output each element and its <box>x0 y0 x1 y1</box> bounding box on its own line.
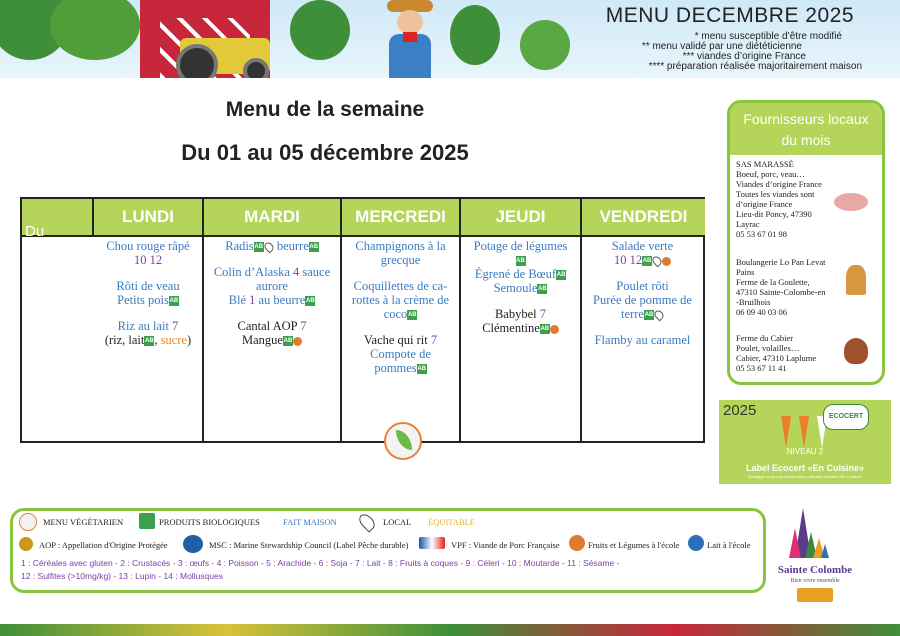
legend-organic: PRODUITS BIOLOGIQUES <box>159 517 260 527</box>
organic-icon: AB <box>309 244 319 251</box>
header-banner <box>0 0 900 78</box>
supplier-line: 05 53 67 11 41 <box>736 363 787 373</box>
menu-line <box>342 347 459 361</box>
ecocert-subtext: S'engager pour une restauration collective durable «En Cuisine» <box>747 474 863 479</box>
day-column-mardi <box>204 237 342 441</box>
hen-icon <box>844 338 868 364</box>
fruit-icon <box>550 325 559 334</box>
dish-name: Radis <box>225 239 254 253</box>
supplier-line: 06 09 40 03 06 <box>736 307 787 317</box>
supplier-line: 05 53 67 01 98 <box>736 229 787 239</box>
supplier-line: Cabier, 47310 Laplume <box>736 353 817 363</box>
dish-name: sucre <box>157 333 188 347</box>
vegetarian-icon <box>19 513 37 531</box>
supplier-line: Poulet, volailles… <box>736 343 800 353</box>
menu-line <box>582 279 703 293</box>
day-header-vendredi: VENDREDI <box>582 199 705 237</box>
spacer <box>94 267 202 279</box>
dish-name: Poulet rôti <box>616 279 669 293</box>
organic-icon: AB <box>254 244 264 251</box>
organic-icon: AB <box>540 326 550 333</box>
dish-name: Champignons à la <box>355 239 446 253</box>
date-label: 05/12 <box>25 319 63 336</box>
dish-name: Riz au lait <box>117 319 169 333</box>
dish-name: Mangue <box>242 333 283 347</box>
dish-name: Coquillettes de ca- <box>353 279 448 293</box>
ecocert-label <box>719 400 891 484</box>
suppliers-title: Fournisseurs locaux <box>743 111 869 127</box>
supplier-line: 47310 Sainte-Colombe-en <box>736 287 826 297</box>
tree-illustration <box>450 5 500 65</box>
tractor-wheel <box>176 44 218 78</box>
spacer <box>204 307 340 319</box>
dish-name: aurore <box>256 279 288 293</box>
supplier-entry <box>736 257 825 317</box>
note-1: * menu susceptible d’être modifié <box>694 31 842 42</box>
footer-strip <box>0 624 900 636</box>
ecocert-badge: ECOCERT <box>823 404 869 430</box>
dish-name: Égrené de Bœuf <box>474 267 557 281</box>
dish-name: grecque <box>380 253 421 267</box>
menu-line <box>342 239 459 253</box>
supplier-entry <box>736 159 822 239</box>
date-label: Du <box>25 223 45 240</box>
spacer <box>582 267 703 279</box>
menu-line <box>342 333 459 347</box>
organic-icon: AB <box>644 312 654 319</box>
menu-line <box>342 361 459 375</box>
organic-icon: AB <box>145 338 154 345</box>
organic-icon: AB <box>417 366 426 373</box>
day-header-lundi: LUNDI <box>94 199 204 237</box>
tractor-wheel <box>243 58 269 78</box>
supplier-line: Pains <box>736 267 755 277</box>
allergen-code: 1 <box>246 293 256 307</box>
legend-fruit: Fruits et Légumes à l'école <box>588 540 680 550</box>
menu-line <box>461 281 580 295</box>
bread-icon <box>846 265 866 295</box>
dish-name: Clémentine <box>482 321 540 335</box>
day-column-lundi <box>94 237 204 441</box>
supplier-line: -Bruilhois <box>736 297 771 307</box>
dish-name: Babybel <box>494 307 537 321</box>
supplier-line: Boulangerie Lo Pan Levat <box>736 257 826 267</box>
legend-vpf: VPF : Viande de Porc Française <box>451 540 560 550</box>
dish-name: , <box>154 333 158 347</box>
dish-name: Petits pois <box>117 293 169 307</box>
menu-line <box>461 267 580 281</box>
logo-tagline: Bien vivre ensemble <box>790 578 840 584</box>
local-suppliers-panel <box>727 100 885 385</box>
menu-line <box>94 253 202 267</box>
allergens-line-2: 12 : Sulfites (>10mg/kg) - 13 : Lupin - 14 : Mollusques <box>21 571 223 581</box>
aop-icon <box>19 537 33 551</box>
dish-name: terre <box>621 307 644 321</box>
msc-icon <box>183 535 203 553</box>
day-column-vendredi <box>582 237 703 441</box>
menu-line <box>342 279 459 293</box>
ecocert-level: NIVEAU 2 <box>786 447 824 456</box>
legend-panel <box>10 508 766 593</box>
menu-title: MENU DECEMBRE 2025 <box>605 4 854 27</box>
allergens-line-1: 1 : Céréales avec gluten - 2 : Crustacés - 3 : œufs - 4 : Poisson - 5 : Arachide - 6 : Soja - 7 : Lait - 8 : Fruits à coques - 9 : Céleri - 10 : Moutarde - 11 : Sésame - <box>21 558 620 568</box>
vpf-icon <box>419 537 445 549</box>
day-header-jeudi: JEUDI <box>461 199 582 237</box>
fruit-icon <box>293 337 302 346</box>
organic-icon: AB <box>538 286 547 293</box>
allergen-code: 7 <box>536 307 547 321</box>
menu-line <box>582 307 703 321</box>
spacer <box>342 267 459 279</box>
dish-name: (riz, lait <box>104 333 145 347</box>
supplier-line: Viandes d’origine France <box>736 179 822 189</box>
carrot-icon <box>799 416 809 448</box>
note-2: ** menu validé par une diététicienne <box>641 41 802 52</box>
organic-icon: AB <box>407 312 417 319</box>
ecocert-year: 2025 <box>723 402 757 419</box>
dish-name: Salade verte <box>611 239 674 253</box>
location-icon <box>653 309 666 322</box>
vegetarian-icon <box>384 422 422 460</box>
dish-name: rottes à la crème de <box>351 293 450 307</box>
location-icon <box>651 255 664 268</box>
farmer-illustration <box>385 0 435 78</box>
menu-line <box>582 239 703 253</box>
week-dates: Du 01 au 05 décembre 2025 <box>181 140 469 165</box>
supplier-line: Ferme de la Goulette, <box>736 277 810 287</box>
spacer <box>94 307 202 319</box>
dish-name: beurre <box>273 239 309 253</box>
carrot-icon <box>781 416 791 448</box>
menu-line <box>342 293 459 307</box>
menu-line <box>204 265 340 279</box>
supplier-line: Boeuf, porc, veau… <box>736 169 805 179</box>
day-column-jeudi <box>461 237 582 441</box>
dish-name: 10 12 <box>133 253 163 267</box>
menu-line <box>461 253 580 267</box>
legend-homemade: FAIT MAISON <box>283 517 337 527</box>
logo-badge <box>797 588 833 602</box>
legend-msc: MSC : Marine Stewardship Council (Label Pêche durable) <box>209 540 409 550</box>
legend-fairtrade: ÉQUITABLE <box>428 517 476 527</box>
allergen-code: 7 <box>427 333 438 347</box>
menu-line <box>94 319 202 333</box>
dish-name: Rôti de veau <box>116 279 180 293</box>
day-header-mardi: MARDI <box>204 199 342 237</box>
spacer <box>342 321 459 333</box>
tree-illustration <box>290 0 350 60</box>
note-3: *** viandes d’origine France <box>682 51 806 62</box>
organic-icon: AB <box>556 272 566 279</box>
dish-name: Semoule <box>493 281 538 295</box>
spacer <box>461 295 580 307</box>
menu-line <box>342 307 459 321</box>
menu-line <box>94 293 202 307</box>
dish-name: 10 12 <box>613 253 643 267</box>
menu-line <box>204 239 340 253</box>
dish-name: Purée de pomme de <box>593 293 692 307</box>
allergen-code: 7 <box>297 319 307 333</box>
location-icon <box>356 511 377 532</box>
menu-line <box>582 333 703 347</box>
legend-milk: Lait à l'école <box>707 540 751 550</box>
menu-line <box>204 279 340 293</box>
dish-name: Colin d’Alaska <box>213 265 290 279</box>
menu-line <box>94 279 202 293</box>
day-column-mercredi <box>342 237 461 441</box>
suppliers-subtitle: du mois <box>781 132 831 148</box>
menu-line <box>204 293 340 307</box>
ecocert-label-text: Label Ecocert «En Cuisine» <box>745 463 865 473</box>
note-4: **** préparation réalisée majoritairement maison <box>648 61 862 72</box>
menu-line <box>582 293 703 307</box>
spacer <box>204 253 340 265</box>
legend-aop: AOP : Appellation d'Origine Protégée <box>39 540 168 550</box>
supplier-line: Toutes les viandes sont <box>736 189 815 199</box>
day-header-mercredi: MERCREDI <box>342 199 461 237</box>
organic-icon: AB <box>516 258 525 265</box>
date-label: au <box>25 285 42 302</box>
supplier-line: Layrac <box>736 219 760 229</box>
allergen-code: 7 <box>169 319 179 333</box>
allergen-code: 4 <box>289 265 300 279</box>
dish-name: Chou rouge râpé <box>106 239 190 253</box>
sainte-colombe-logo <box>775 498 855 608</box>
milk-icon <box>688 535 704 551</box>
dish-name: pommes <box>374 361 417 375</box>
menu-line <box>342 253 459 267</box>
menu-line <box>461 321 580 335</box>
supplier-line: Lieu-dit Poncy, 47390 <box>736 209 812 219</box>
fruit-icon <box>662 257 671 266</box>
menu-line <box>204 319 340 333</box>
dish-name: au beurre <box>255 293 306 307</box>
dish-name: Flamby au caramel <box>594 333 691 347</box>
legend-local: LOCAL <box>383 517 412 527</box>
logo-name: Sainte Colombe <box>777 564 853 576</box>
organic-icon: AB <box>306 298 315 305</box>
dish-name: coco <box>383 307 408 321</box>
menu-line <box>582 253 703 267</box>
fruit-icon <box>569 535 585 551</box>
dish-name: sauce <box>299 265 331 279</box>
organic-icon: AB <box>283 338 293 345</box>
organic-icon <box>139 513 155 529</box>
tree-illustration <box>50 0 140 60</box>
supplier-line: SAS MARASSÉ <box>736 159 794 169</box>
menu-line <box>94 239 202 253</box>
dish-name: ) <box>187 333 192 347</box>
dish-name: Blé <box>228 293 246 307</box>
menu-line <box>461 239 580 253</box>
week-title: Menu de la semaine <box>225 98 425 121</box>
dish-name: Vache qui rit <box>363 333 428 347</box>
spacer <box>582 321 703 333</box>
menu-line <box>94 333 202 347</box>
supplier-line: d’origine France <box>736 199 793 209</box>
supplier-line: Ferme du Cabier <box>736 333 794 343</box>
menu-line <box>204 333 340 347</box>
menu-line <box>461 307 580 321</box>
date-label: 01/12 <box>25 251 63 268</box>
organic-icon: AB <box>642 258 652 265</box>
tree-illustration <box>520 20 570 70</box>
dish-name: Compote de <box>370 347 431 361</box>
pig-icon <box>834 193 868 211</box>
menu-table <box>20 197 705 443</box>
dish-name: Cantal AOP <box>237 319 298 333</box>
supplier-entry <box>736 333 816 373</box>
organic-icon: AB <box>169 298 179 305</box>
suppliers-header <box>730 103 882 155</box>
dish-name: Potage de légumes <box>473 239 568 253</box>
legend-vegetarian: MENU VÉGÉTARIEN <box>43 517 124 527</box>
